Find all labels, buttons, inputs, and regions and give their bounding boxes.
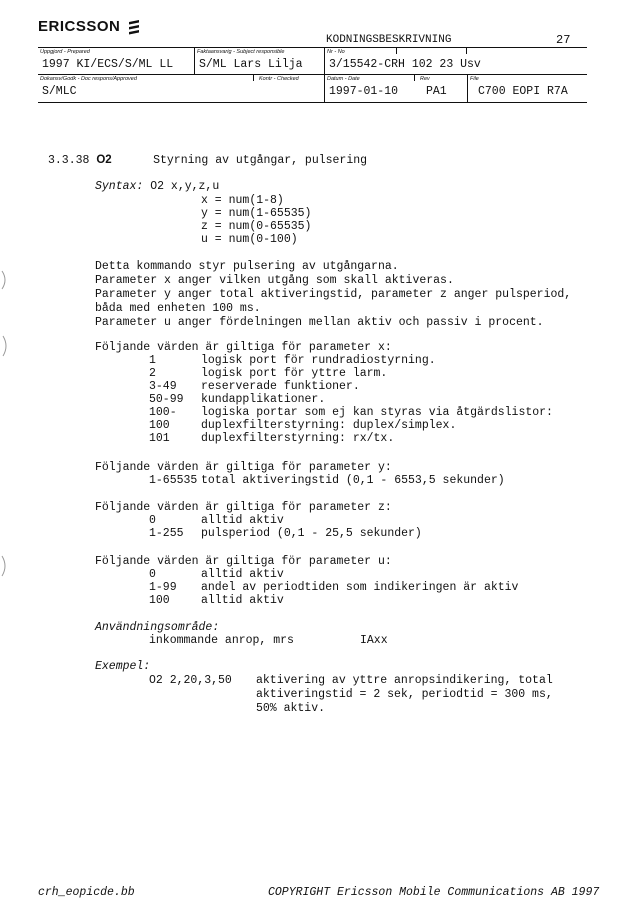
punch-hole-mark — [0, 335, 10, 357]
value-code: 2 — [149, 367, 156, 380]
punch-hole-mark — [0, 555, 10, 577]
example-command: O2 2,20,3,50 — [149, 674, 232, 687]
param-name: z — [201, 220, 208, 233]
example-label: Exempel: — [95, 660, 151, 673]
example-line: 50% aktiv. — [256, 702, 326, 715]
document-header-table — [38, 47, 587, 103]
param-range: num(0-100) — [228, 233, 298, 246]
value-code: 100 — [149, 419, 170, 432]
header-row-1 — [38, 47, 587, 74]
syntax-param-y: y = num(1-65535) — [201, 207, 312, 220]
syntax-param-x: x = num(1-8) — [201, 194, 284, 207]
section-number: 3.3.38 — [48, 154, 90, 167]
param-range: num(1-8) — [228, 194, 284, 207]
tick-mark — [396, 48, 397, 54]
syntax-command: O2 x,y,z,u — [150, 180, 220, 193]
section-heading — [48, 154, 367, 167]
syntax-param-z: z = num(0-65535) — [201, 220, 312, 233]
param-name: y — [201, 207, 208, 220]
punch-hole-mark — [0, 270, 10, 290]
footer-filename: crh_eopicde.bb — [38, 886, 135, 899]
description-line: båda med enheten 100 ms. — [95, 302, 261, 315]
description-line: Parameter x anger vilken utgång som skall aktiveras. — [95, 274, 454, 287]
header-row-2 — [38, 74, 587, 103]
example-line: aktivering av yttre anropsindikering, total — [256, 674, 553, 687]
value-code: 101 — [149, 432, 170, 445]
param-u-heading: Följande värden är giltiga för parameter u: — [95, 555, 392, 568]
approved-value: S/MLC — [42, 85, 77, 98]
value-description: duplexfilterstyrning: duplex/simplex. — [201, 419, 457, 432]
doc-number-value: 3/15542-CRH 102 23 Usv — [329, 58, 481, 71]
value-code: 1 — [149, 354, 156, 367]
usage-text: inkommande anrop, mrs — [149, 634, 294, 647]
footer-copyright: COPYRIGHT Ericsson Mobile Communications AB 1997 — [268, 886, 600, 899]
value-code: 100- — [149, 406, 177, 419]
tick-mark — [253, 75, 254, 81]
syntax-param-u: u = num(0-100) — [201, 233, 298, 246]
param-name: u — [201, 233, 208, 246]
value-code: 3-49 — [149, 380, 177, 393]
value-description: pulsperiod (0,1 - 25,5 sekunder) — [201, 527, 422, 540]
description-line: Parameter y anger total aktiveringstid, parameter z anger pulsperiod, — [95, 288, 572, 301]
example-line: aktiveringstid = 2 sek, periodtid = 300 ms, — [256, 688, 553, 701]
value-description: alltid aktiv — [201, 594, 284, 607]
date-value: 1997-01-10 — [329, 85, 399, 98]
syntax-label: Syntax: — [95, 180, 144, 193]
doc-number-cell — [324, 48, 588, 74]
section-code: O2 — [96, 154, 112, 166]
company-name: ERICSSON — [38, 18, 121, 35]
tick-mark — [466, 48, 467, 54]
tick-mark — [414, 75, 415, 81]
checked-label: Kontr - Checked — [259, 76, 299, 82]
description-line: Detta kommando styr pulsering av utgångarna. — [95, 260, 399, 273]
file-label: File — [470, 76, 479, 82]
param-y-heading: Följande värden är giltiga för parameter y: — [95, 461, 392, 474]
usage-label: Användningsområde: — [95, 621, 220, 634]
syntax-line — [95, 180, 219, 193]
value-description: alltid aktiv — [201, 514, 284, 527]
value-code: 1-65535 — [149, 474, 198, 487]
doc-number-label: Nr - No — [327, 49, 345, 55]
value-description: duplexfilterstyrning: rx/tx. — [201, 432, 395, 445]
value-code: 0 — [149, 514, 156, 527]
subject-responsible-label: Faktaansvarig - Subject responsible — [197, 49, 285, 55]
approved-label: Dokansv/Godk - Doc respons/Approved — [40, 76, 137, 82]
date-cell — [324, 75, 415, 102]
subject-responsible-value: S/ML Lars Lilja — [199, 58, 303, 71]
page-number: 27 — [556, 33, 571, 47]
file-value: C700 EOPI R7A — [478, 85, 568, 98]
prepared-cell — [38, 48, 194, 74]
rev-label: Rev — [420, 76, 430, 82]
prepared-label: Uppgjord - Prepared — [40, 49, 90, 55]
file-cell — [467, 75, 588, 102]
param-x-heading: Följande värden är giltiga för parameter x: — [95, 341, 392, 354]
date-label: Datum - Date — [327, 76, 360, 82]
value-description: andel av periodtiden som indikeringen är aktiv — [201, 581, 519, 594]
checked-cell — [253, 75, 324, 102]
value-code: 1-99 — [149, 581, 177, 594]
param-range: num(1-65535) — [228, 207, 312, 220]
value-description: alltid aktiv — [201, 568, 284, 581]
param-range: num(0-65535) — [228, 220, 312, 233]
param-name: x — [201, 194, 208, 207]
rev-cell — [414, 75, 467, 102]
usage-code: IAxx — [360, 634, 388, 647]
value-description: logiska portar som ej kan styras via åtgärdslistor: — [201, 406, 553, 419]
value-code: 1-255 — [149, 527, 184, 540]
description-line: Parameter u anger fördelningen mellan aktiv och passiv i procent. — [95, 316, 544, 329]
param-z-heading: Följande värden är giltiga för parameter z: — [95, 501, 392, 514]
subject-responsible-cell — [194, 48, 325, 74]
rev-value: PA1 — [426, 85, 447, 98]
prepared-value: 1997 KI/ECS/S/ML LL — [42, 58, 174, 71]
value-description: logisk port för rundradiostyrning. — [201, 354, 436, 367]
document-title: KODNINGSBESKRIVNING — [326, 34, 452, 46]
value-description: kundapplikationer. — [201, 393, 326, 406]
value-code: 100 — [149, 594, 170, 607]
value-description: logisk port för yttre larm. — [201, 367, 388, 380]
ericsson-mark-icon — [128, 19, 140, 35]
value-code: 50-99 — [149, 393, 184, 406]
ericsson-logo — [38, 18, 140, 35]
value-code: 0 — [149, 568, 156, 581]
value-description: total aktiveringstid (0,1 - 6553,5 sekunder) — [201, 474, 505, 487]
section-title: Styrning av utgångar, pulsering — [153, 154, 368, 167]
value-description: reserverade funktioner. — [201, 380, 360, 393]
approved-cell — [38, 75, 253, 102]
